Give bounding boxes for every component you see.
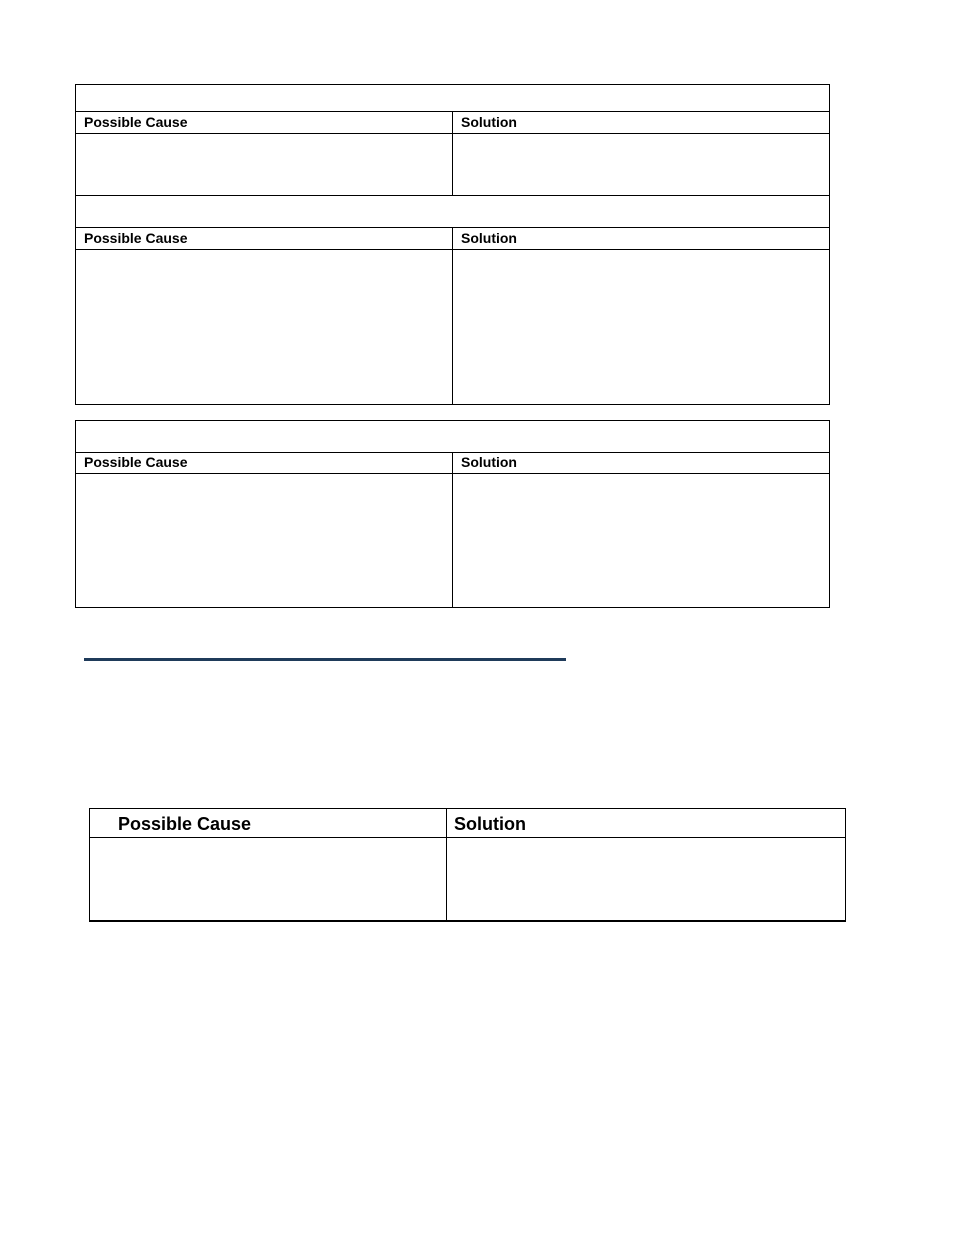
solution-cell[interactable] — [457, 252, 825, 400]
section-title — [84, 88, 824, 108]
possible-cause-cell[interactable] — [80, 136, 448, 192]
possible-cause-cell[interactable] — [94, 841, 442, 917]
solution-header: Solution — [461, 454, 517, 470]
solution-header: Solution — [461, 230, 517, 246]
column-divider — [446, 808, 447, 921]
solution-header: Solution — [454, 814, 526, 834]
possible-cause-header: Possible Cause — [84, 454, 188, 470]
possible-cause-cell[interactable] — [80, 252, 448, 400]
section-title — [84, 200, 824, 224]
possible-cause-header: Possible Cause — [84, 114, 188, 130]
possible-cause-cell[interactable] — [80, 476, 448, 604]
section-divider-rule — [84, 658, 566, 661]
solution-header: Solution — [461, 114, 517, 130]
row-divider — [75, 195, 830, 196]
possible-cause-header: Possible Cause — [84, 230, 188, 246]
solution-cell[interactable] — [457, 476, 825, 604]
solution-cell[interactable] — [457, 136, 825, 192]
column-divider — [452, 227, 453, 404]
solution-cell[interactable] — [451, 841, 841, 917]
row-divider — [89, 837, 846, 838]
column-divider — [452, 452, 453, 607]
possible-cause-header: Possible Cause — [118, 814, 252, 834]
column-divider — [452, 111, 453, 195]
section-title — [84, 425, 824, 449]
